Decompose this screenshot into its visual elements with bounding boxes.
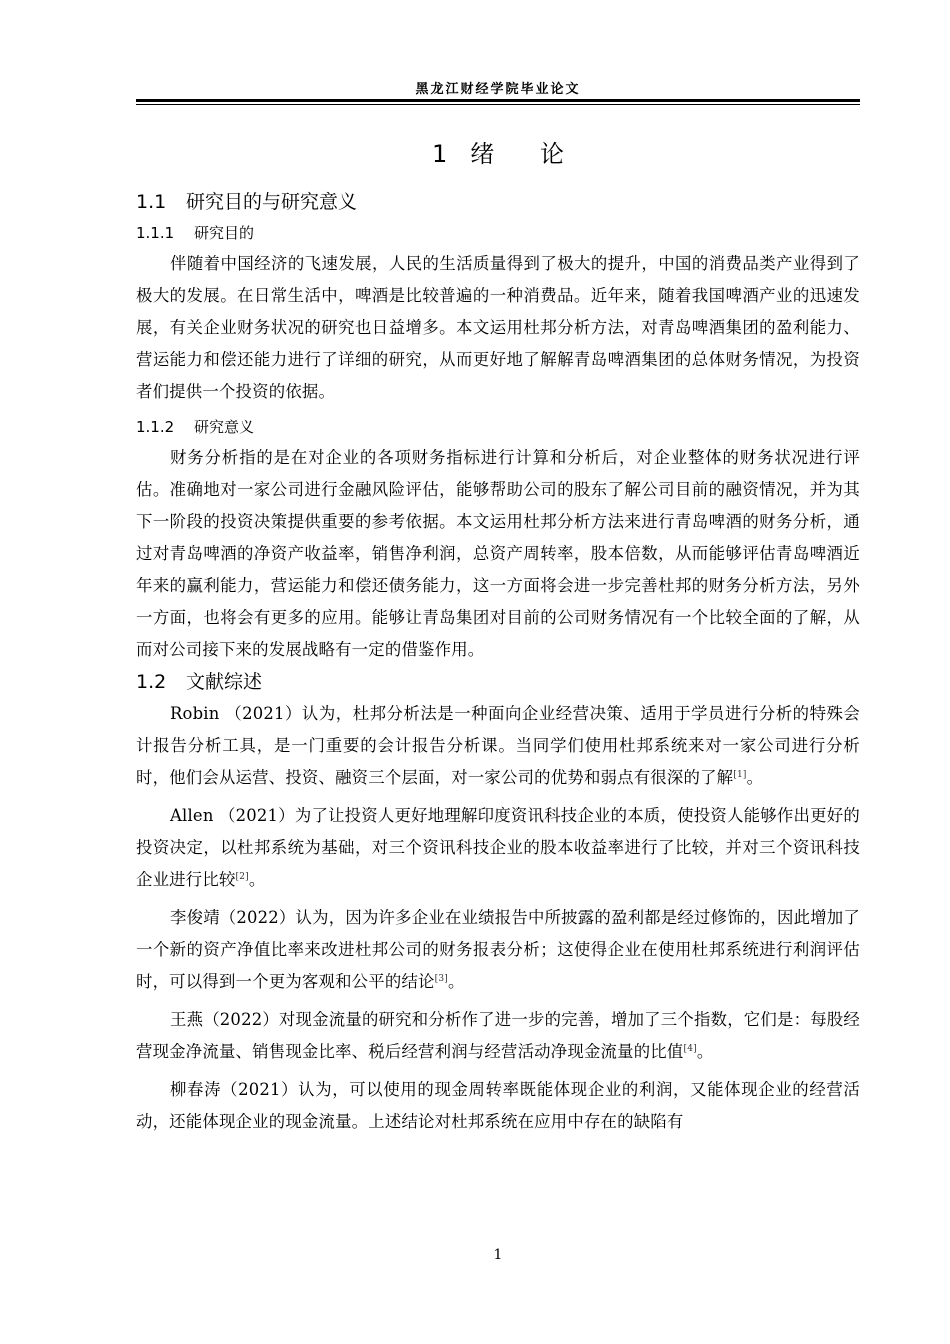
section-title: 研究目的与研究意义 <box>186 191 358 213</box>
paragraph-research-significance: 财务分析指的是在对企业的各项财务指标进行计算和分析后，对企业整体的财务状况进行评估。准确地对一家公司进行金融风险评估，能够帮助公司的股东了解公司目前的融资情况，并为其下一阶段的投资决策提供重要的参考依据。本文运用杜邦分析方法来进行青岛啤酒的财务分析，通过对青岛啤酒的净资产收益率，销售净利润，总资产周转率，股本倍数，从而能够评估青岛啤酒近年来的赢利能力，营运能力和偿还债务能力，这一方面将会进一步完善杜邦的财务分析方法，另外一方面，也将会有更多的应用。能够让青岛集团对目前的公司财务情况有一个比较全面的了解，从而对公司接下来的发展战略有一定的借鉴作用。 <box>136 448 860 659</box>
section-number: 1.1 <box>136 191 167 213</box>
citation-ref[interactable]: [1] <box>733 770 747 780</box>
subsection-title: 研究意义 <box>194 418 255 436</box>
paragraph-literature-robin <box>136 698 860 794</box>
subsection-title: 研究目的 <box>194 224 255 242</box>
chapter-title <box>136 134 860 169</box>
paragraph-text: Allen （2021）为了让投资人更好地理解印度资讯科技企业的本质，使投资人能够作出更好的投资决定，以杜邦系统为基础，对三个资讯科技企业的股本收益率进行了比较，并对三个资讯科技企业进行比较 <box>136 806 860 889</box>
subsection-heading-1-1-1 <box>136 218 860 248</box>
subsection-number: 1.1.1 <box>136 224 175 242</box>
main-content <box>136 186 860 1138</box>
chapter-title-part1: 绪 <box>470 140 495 168</box>
paragraph-end: 。 <box>746 768 764 787</box>
citation-ref[interactable]: [4] <box>683 1044 697 1054</box>
section-number: 1.2 <box>136 671 167 693</box>
paragraph-text: 李俊靖（2022）认为，因为许多企业在业绩报告中所披露的盈利都是经过修饰的，因此增加了一个新的资产净值比率来改进杜邦公司的财务报表分析；这使得企业在使用杜邦系统进行利润评估时，可以得到一个更为客观和公平的结论 <box>136 908 860 991</box>
subsection-number: 1.1.2 <box>136 418 175 436</box>
paragraph-literature-allen <box>136 800 860 896</box>
chapter-title-part2: 论 <box>539 140 564 168</box>
paragraph-end: 。 <box>248 870 266 889</box>
paragraph-research-purpose: 伴随着中国经济的飞速发展，人民的生活质量得到了极大的提升，中国的消费品类产业得到了极大的发展。在日常生活中，啤酒是比较普遍的一种消费品。近年来，随着我国啤酒产业的迅速发展，有关企业财务状况的研究也日益增多。本文运用杜邦分析方法，对青岛啤酒集团的盈利能力、营运能力和偿还能力进行了详细的研究，从而更好地了解解青岛啤酒集团的总体财务情况，为投资者们提供一个投资的依据。 <box>136 254 860 401</box>
chapter-number: 1 <box>432 140 448 168</box>
paragraph-literature-liu: 柳春涛（2021）认为，可以使用的现金周转率既能体现企业的利润，又能体现企业的经营活动，还能体现企业的现金流量。上述结论对杜邦系统在应用中存在的缺陷有 <box>136 1080 860 1131</box>
paragraph-text: Robin （2021）认为，杜邦分析法是一种面向企业经营决策、适用于学员进行分析的特殊会计报告分析工具，是一门重要的会计报告分析课。当同学们使用杜邦系统来对一家公司进行分析时，他们会从运营、投资、融资三个层面，对一家公司的优势和弱点有很深的了解 <box>136 704 860 787</box>
paragraph-end: 。 <box>696 1042 714 1061</box>
paragraph-literature-wang <box>136 1004 860 1068</box>
header-rule-thick <box>136 99 860 102</box>
citation-ref[interactable]: [3] <box>434 974 448 984</box>
page-number: 1 <box>493 1247 503 1263</box>
section-heading-1-1 <box>136 186 860 218</box>
running-header: 黑龙江财经学院毕业论文 <box>415 82 581 97</box>
citation-ref[interactable]: [2] <box>235 872 249 882</box>
paragraph-end: 。 <box>448 972 465 991</box>
section-heading-1-2 <box>136 666 860 698</box>
header-rule-thin <box>136 104 860 105</box>
paragraph-text: 王燕（2022）对现金流量的研究和分析作了进一步的完善，增加了三个指数，它们是：每股经营现金净流量、销售现金比率、税后经营利润与经营活动净现金流量的比值 <box>136 1010 860 1061</box>
section-title: 文献综述 <box>186 671 263 693</box>
subsection-heading-1-1-2 <box>136 412 860 442</box>
paragraph-literature-li <box>136 902 860 998</box>
